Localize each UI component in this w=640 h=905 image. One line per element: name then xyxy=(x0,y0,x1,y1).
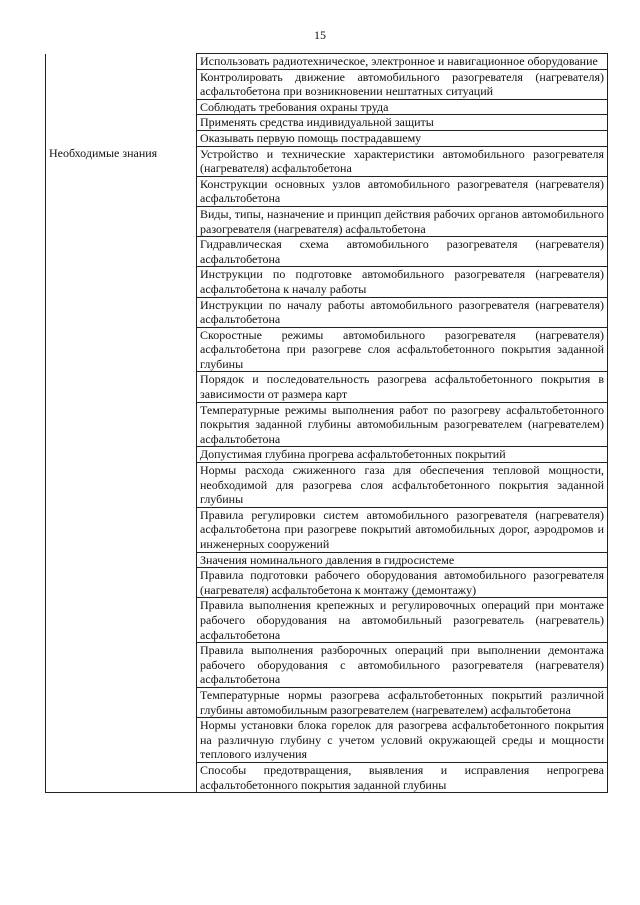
requirement-item-cell: Гидравлическая схема автомобильного разогревателя (нагревателя) асфальтобетона xyxy=(197,237,608,267)
requirement-item-cell: Применять средства индивидуальной защиты xyxy=(197,115,608,131)
section-label-cell xyxy=(46,54,197,147)
requirement-item-cell: Инструкции по подготовке автомобильного разогревателя (нагревателя) асфальтобетона к началу работы xyxy=(197,267,608,297)
requirement-item-cell: Правила выполнения крепежных и регулировочных операций при монтаже рабочего оборудования на автомобильный разогреватель (нагреватель) асфальтобетона xyxy=(197,598,608,643)
table-row xyxy=(46,146,608,176)
requirement-item-cell: Значения номинального давления в гидросистеме xyxy=(197,552,608,568)
requirement-item-cell: Правила выполнения разборочных операций при выполнении демонтажа рабочего оборудования с автомобильного разогревателя (нагревателя) асфальтобетона xyxy=(197,643,608,688)
requirement-item-cell: Инструкции по началу работы автомобильного разогревателя (нагревателя) асфальтобетона xyxy=(197,297,608,327)
page-number: 15 xyxy=(314,28,326,42)
requirement-item-cell: Температурные режимы выполнения работ по разогреву асфальтобетонного покрытия заданной глубины автомобильным разогревателем (нагревателем) асфальтобетона xyxy=(197,402,608,447)
requirement-item-cell: Порядок и последовательность разогрева асфальтобетонного покрытия в зависимости от размера карт xyxy=(197,372,608,402)
requirement-item-cell: Правила подготовки рабочего оборудования автомобильного разогревателя (нагревателя) асфальтобетона к монтажу (демонтажу) xyxy=(197,568,608,598)
requirement-item-cell: Допустимая глубина прогрева асфальтобетонных покрытий xyxy=(197,447,608,463)
table-row xyxy=(46,54,608,70)
requirement-item-cell: Температурные нормы разогрева асфальтобетонных покрытий различной глубины автомобильным разогревателем (нагревателем) асфальтобетона xyxy=(197,687,608,717)
requirement-item-cell: Нормы установки блока горелок для разогрева асфальтобетонного покрытия на различную глубину с учетом условий окружающей среды и мощности теплового излучения xyxy=(197,718,608,763)
requirement-item-cell: Соблюдать требования охраны труда xyxy=(197,99,608,115)
requirements-table-body xyxy=(46,54,608,793)
requirement-item-cell: Устройство и технические характеристики автомобильного разогревателя (нагревателя) асфальтобетона xyxy=(197,146,608,176)
requirement-item-cell: Использовать радиотехническое, электронное и навигационное оборудование xyxy=(197,54,608,70)
requirement-item-cell: Способы предотвращения, выявления и исправления непрогрева асфальтобетонного покрытия заданной глубины xyxy=(197,762,608,792)
requirement-item-cell: Конструкции основных узлов автомобильного разогревателя (нагревателя) асфальтобетона xyxy=(197,176,608,206)
requirement-item-cell: Скоростные режимы автомобильного разогревателя (нагревателя) асфальтобетона при разогреве слоя асфальтобетонного покрытия заданной глубины xyxy=(197,327,608,372)
requirements-table xyxy=(45,53,608,793)
requirement-item-cell: Виды, типы, назначение и принцип действия рабочих органов автомобильного разогревателя (нагревателя) асфальтобетона xyxy=(197,206,608,236)
requirement-item-cell: Нормы расхода сжиженного газа для обеспечения тепловой мощности, необходимой для разогрева слоя асфальтобетонного покрытия заданной глубины xyxy=(197,463,608,508)
section-label-cell: Необходимые знания xyxy=(46,146,197,793)
requirement-item-cell: Контролировать движение автомобильного разогревателя (нагревателя) асфальтобетона при возникновении нештатных ситуаций xyxy=(197,69,608,99)
requirement-item-cell: Правила регулировки систем автомобильного разогревателя (нагревателя) асфальтобетона при разогреве покрытий автомобильных дорог, аэродромов и инженерных сооружений xyxy=(197,507,608,552)
requirement-item-cell: Оказывать первую помощь пострадавшему xyxy=(197,130,608,146)
